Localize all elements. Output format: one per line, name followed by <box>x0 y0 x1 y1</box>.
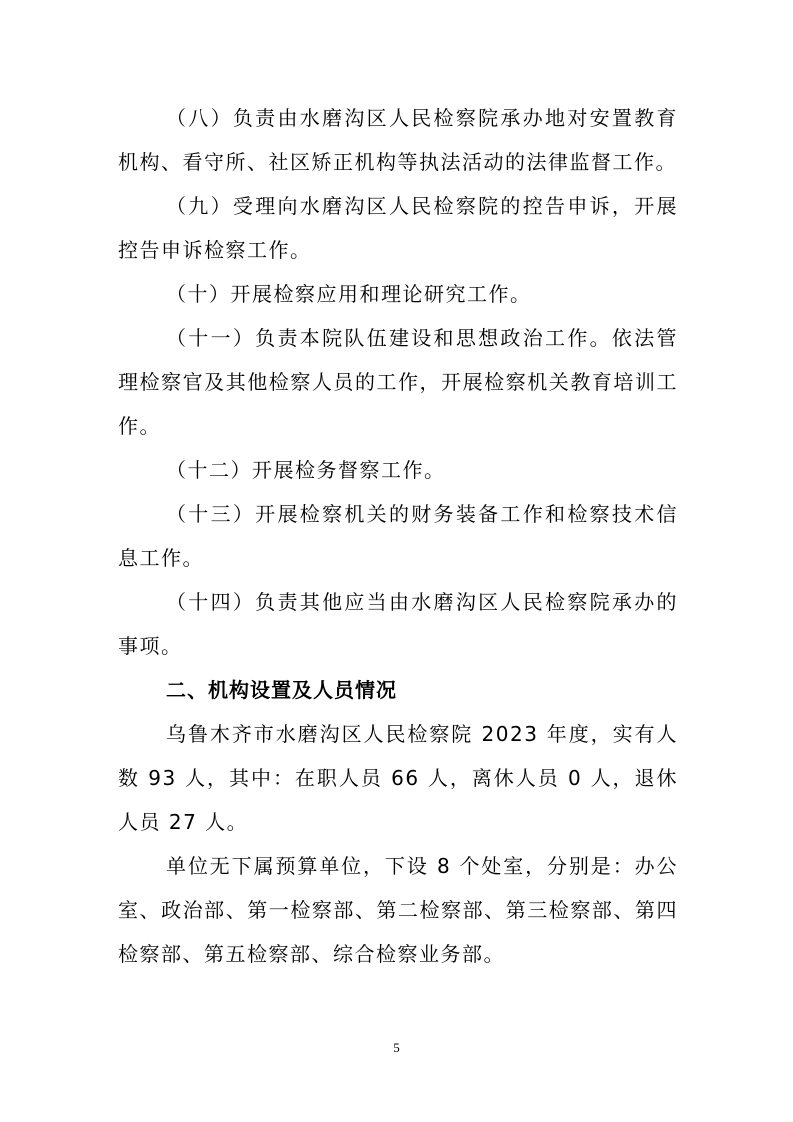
duty-item-9: （九）受理向水磨沟区人民检察院的控告申诉，开展控告申诉检察工作。 <box>118 194 678 262</box>
duty-item-12: （十二）开展检务督察工作。 <box>166 458 446 482</box>
duty-item-14: （十四）负责其他应当由水磨沟区人民检察院承办的事项。 <box>118 590 678 658</box>
duty-item-10: （十）开展检察应用和理论研究工作。 <box>166 282 532 306</box>
duty-item-13: （十三）开展检察机关的财务装备工作和检察技术信息工作。 <box>118 502 678 570</box>
duty-item-11: （十一）负责本院队伍建设和思想政治工作。依法管理检察官及其他检察人员的工作，开展检察机关教育培训工作。 <box>118 326 678 438</box>
duty-item-8: （八）负责由水磨沟区人民检察院承办地对安置教育机构、看守所、社区矫正机构等执法活动的法律监督工作。 <box>118 106 678 174</box>
document-body <box>118 96 678 976</box>
staff-paragraph: 乌鲁木齐市水磨沟区人民检察院 2023 年度，实有人数 93 人，其中：在职人员 66 人，离休人员 0 人，退休人员 27 人。 <box>118 722 678 834</box>
page-number: 5 <box>393 1040 400 1055</box>
section-heading: 二、机构设置及人员情况 <box>166 678 397 702</box>
units-paragraph: 单位无下属预算单位，下设 8 个处室，分别是：办公室、政治部、第一检察部、第二检察部、第三检察部、第四检察部、第五检察部、综合检察业务部。 <box>118 854 678 966</box>
